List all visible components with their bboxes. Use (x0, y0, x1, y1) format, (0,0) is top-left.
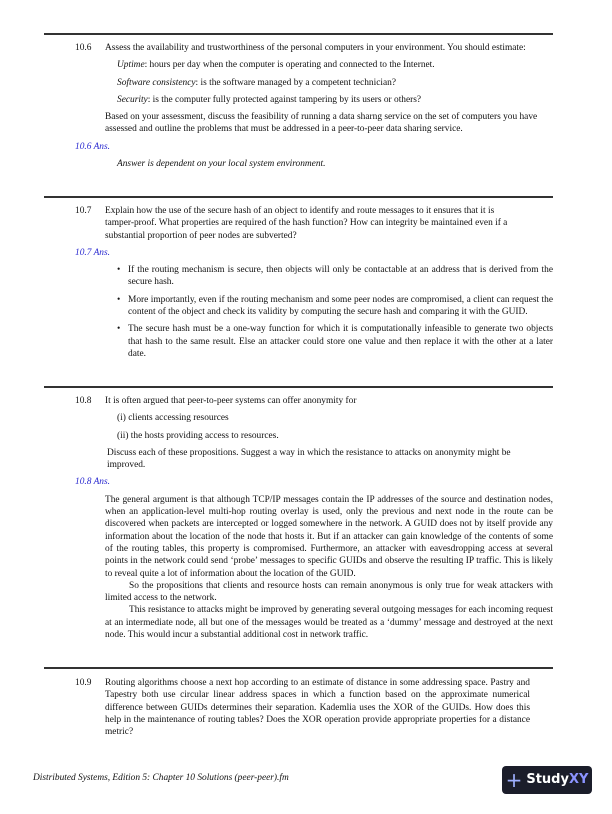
list-item: • The secure hash must be a one-way function for which it is computationally infeasible to generate two objects that hash to the same result. Else an attacker could store one value and then replace it with the other at a later date. (117, 324, 553, 359)
list-item: Software consistency: is the software managed by a competent technician? (117, 77, 396, 88)
question-text: Explain how the use of the secure hash of an object to identify and route messages to it ensures that it is tamper-proof. What properties are required of the hash function? How can integrity be maintained even if a substantial proportion of peer nodes are subverted? (105, 206, 508, 241)
studyxy-logo: + StudyXY (502, 766, 592, 794)
section-divider (44, 196, 553, 198)
section-divider (44, 33, 553, 35)
section-divider (44, 667, 553, 669)
list-item: Uptime: hours per day when the computer is operating and connected to the Internet. (117, 60, 435, 71)
answer-text: Answer is dependent on your local system environment. (117, 159, 326, 170)
question-10-8 (0, 395, 612, 641)
answer-label: 10.7 Ans. (75, 247, 110, 258)
question-number: 10.9 (75, 678, 92, 688)
question-text: Assess the availability and trustworthiness of the personal computers in your environment. You should estimate: (105, 43, 526, 53)
question-number: 10.8 (75, 396, 92, 406)
question-10-9 (0, 677, 612, 743)
section-divider (44, 386, 553, 388)
question-number: 10.7 (75, 206, 92, 216)
plus-icon: + (505, 767, 523, 792)
list-item: (i) clients accessing resources (117, 413, 229, 424)
page-footer: Distributed Systems, Edition 5: Chapter 10 Solutions (peer-peer).fm (33, 773, 289, 783)
question-text-2: Based on your assessment, discuss the feasibility of running a data sharng service on the set of computers you have assessed and outline the problems that must be addressed in a peer-to-peer data sharing service. (105, 112, 538, 135)
list-item: • More importantly, even if the routing mechanism and some peer nodes are compromised, a client can request the content of the object and check its validity by computing the secure hash and comparing it with the GUID. (117, 294, 553, 318)
answer-paragraph: So the propositions that clients and resource hosts can remain anonymous is only true for weak attackers with limited access to the network. (105, 580, 553, 604)
answer-label: 10.6 Ans. (75, 141, 110, 152)
answer-paragraph: The general argument is that although TCP/IP messages contain the IP addresses of the source and destination nodes, when an application-level multi-hop routing overlay is used, only the previous and next node in the route can be discovered when packets are intercepted or logged somewhere in the network. A GUID does not by itself provide any information about the location of the node that hosts it. But if an attacker can gain knowledge of the contents of some of the routing tables, this property is compromised. Furthermore, an attacker with eavesdropping access at several points in the network could send ‘probe’ messages to specific GUIDs and observe the resulting IP traffic. This is likely to reveal quite a lot of information about the location of the GUID. (105, 494, 553, 579)
answer-paragraph: This resistance to attacks might be improved by generating several outgoing messages for each incoming request at an intermediate node, all but one of the messages would be treated as a ‘dummy’ message and destroyed at the next node. This would incur a substantial additional cost in network traffic. (105, 605, 553, 641)
answer-bullets (0, 264, 553, 360)
question-10-6 (0, 42, 612, 170)
question-10-7 (0, 205, 612, 365)
question-text-2: Discuss each of these propositions. Suggest a way in which the resistance to attacks on anonymity might be improved. (107, 447, 511, 471)
question-number: 10.6 (75, 43, 92, 53)
list-item: (ii) the hosts providing access to resources. (117, 430, 279, 441)
question-text: It is often argued that peer-to-peer systems can offer anonymity for (105, 396, 357, 406)
list-item: Security: is the computer fully protected against tampering by its users or others? (117, 94, 422, 105)
list-item: • If the routing mechanism is secure, then objects will only be contactable at an address that is derived from the secure hash. (117, 265, 553, 288)
question-text: Routing algorithms choose a next hop according to an estimate of distance in some addressing space. Pastry and Tapestry both use circular linear address spaces in which a function based on the approximate numerical difference between GUIDs determines their separation. Kademlia uses the XOR of the GUIDs. How does this help in the maintenance of routing tables? Does the XOR operation provide appropriate properties for a distance metric? (105, 678, 530, 738)
answer-label: 10.8 Ans. (75, 477, 110, 488)
